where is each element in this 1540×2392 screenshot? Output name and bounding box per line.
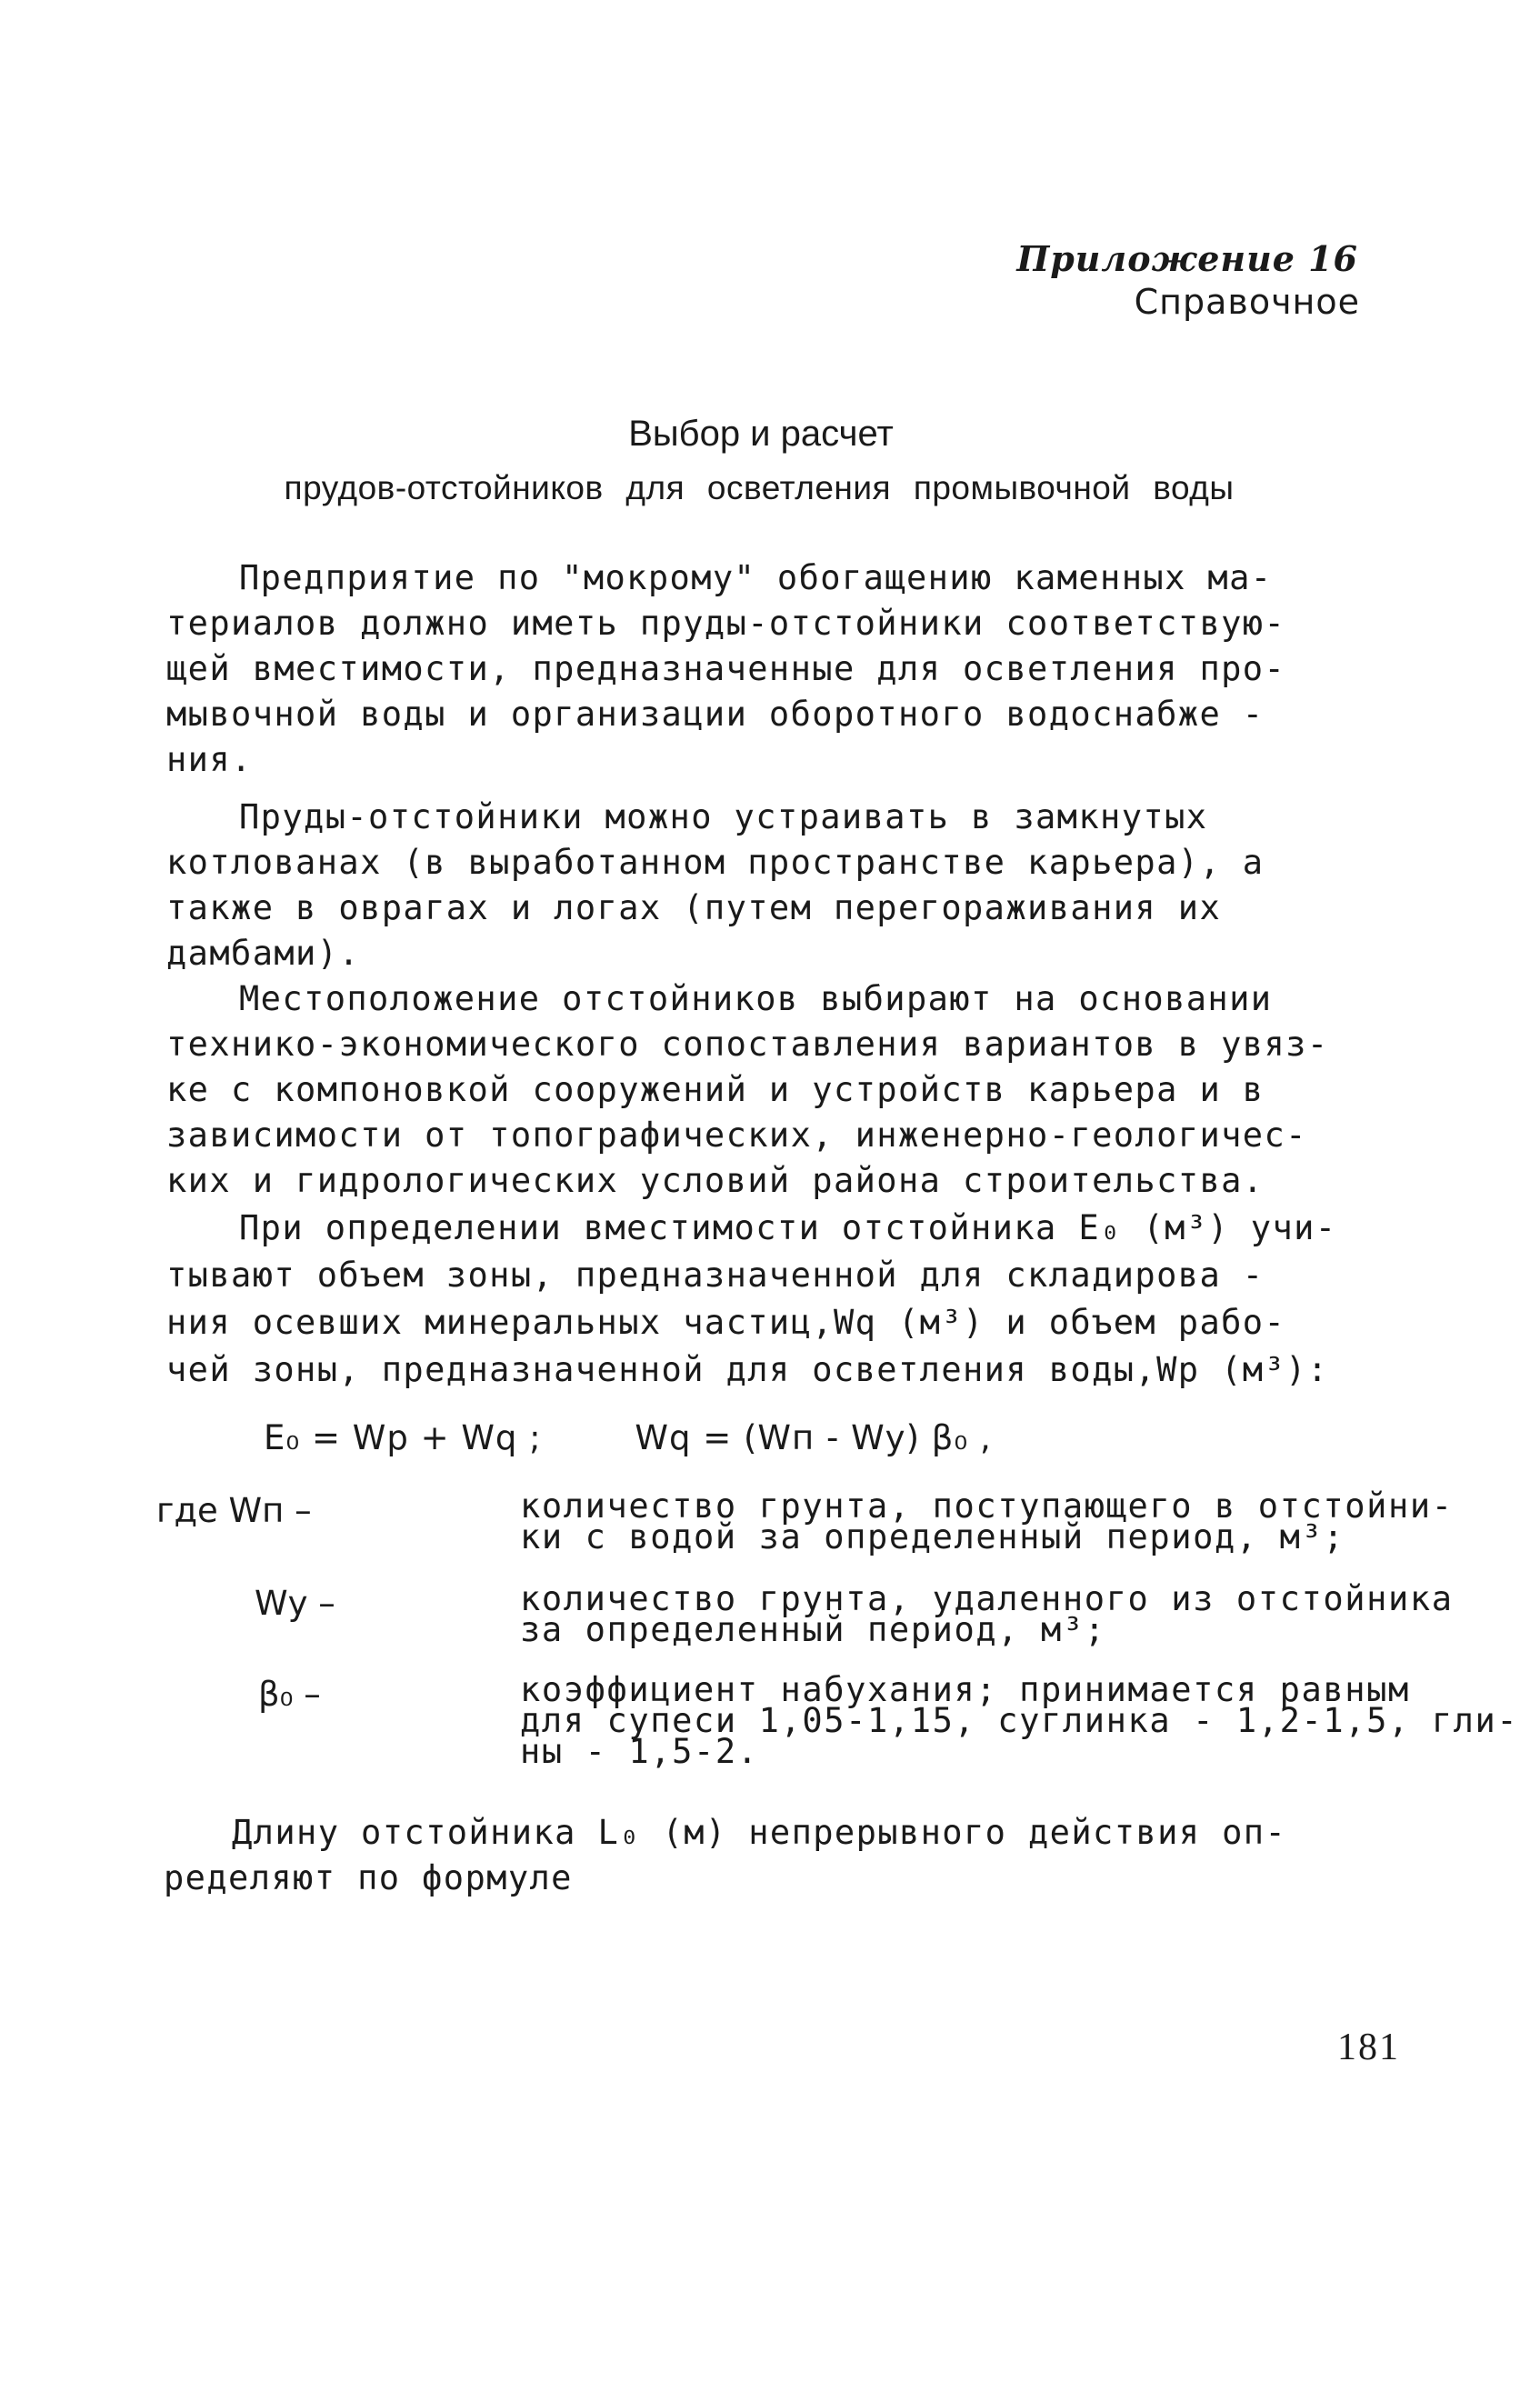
paragraph-line: ния.: [166, 740, 253, 779]
formula-capacity: E₀ = Wp + Wq ;: [264, 1418, 542, 1457]
appendix-label: Приложение 16: [1016, 238, 1358, 279]
paragraph-line: мывочной воды и организации оборотного водоснабже -: [166, 695, 1265, 734]
definition-line: ки с водой за определенный период, м³;: [520, 1517, 1345, 1556]
page-number: 181: [1337, 2027, 1400, 2068]
paragraph-line: технико-экономического сопоставления вариантов в увяз-: [166, 1025, 1329, 1064]
paragraph-line: ределяют по формуле: [164, 1858, 573, 1897]
paragraph-line: При определении вместимости отстойника E₀ (м³) учи-: [239, 1208, 1337, 1247]
paragraph-line: чей зоны, предназначенной для осветления воды,Wp (м³):: [166, 1350, 1329, 1389]
paragraph-line: зависимости от топографических, инженерно-геологичес-: [166, 1116, 1307, 1155]
definition-line: количество грунта, поступающего в отстойни-: [520, 1486, 1454, 1526]
paragraph-line: Предприятие по "мокрому" обогащению каменных ма-: [239, 558, 1273, 597]
definition-term: где Wп –: [156, 1491, 312, 1530]
formula-sludge-volume: Wq = (Wп - Wу) β₀ ,: [635, 1418, 992, 1457]
definition-line: количество грунта, удаленного из отстойника: [520, 1579, 1454, 1618]
paragraph-line: Длину отстойника L₀ (м) непрерывного действия оп-: [232, 1813, 1287, 1852]
definition-term: Wу –: [255, 1584, 335, 1623]
formula: [264, 1418, 992, 1457]
paragraph-line: щей вместимости, предназначенные для осветления про-: [166, 649, 1286, 688]
definition-term: β₀ –: [258, 1675, 321, 1714]
paragraph-line: ния осевших минеральных частиц,Wq (м³) и объем рабо-: [166, 1303, 1286, 1342]
paragraph-line: Пруды-отстойники можно устраивать в замкнутых: [239, 797, 1208, 836]
paragraph-line: ке с компоновкой сооружений и устройств карьера и в: [166, 1070, 1265, 1109]
title-line-2: прудов-отстойников для осветления промывочной воды: [284, 469, 1235, 506]
paragraph-line: териалов должно иметь пруды-отстойники соответствую-: [166, 604, 1286, 643]
definition-line: за определенный период, м³;: [520, 1610, 1106, 1649]
definition-line: ны - 1,5-2.: [520, 1732, 759, 1771]
paragraph-line: котлованах (в выработанном пространстве карьера), а: [166, 843, 1265, 882]
appendix-type: Справочное: [1134, 282, 1360, 322]
paragraph-line: Местоположение отстойников выбирают на основании: [239, 979, 1273, 1018]
paragraph-line: ких и гидрологических условий района строительства.: [166, 1161, 1265, 1200]
definition-line: для супеси 1,05-1,15, суглинка - 1,2-1,5, гли-: [520, 1701, 1519, 1740]
paragraph-line: тывают объем зоны, предназначенной для складирова -: [166, 1256, 1265, 1295]
definition-line: коэффициент набухания; принимается равным: [520, 1670, 1410, 1709]
paragraph-line: также в оврагах и логах (путем перегораживания их: [166, 888, 1222, 927]
title-line-1: Выбор и расчет: [628, 414, 894, 454]
paragraph-line: дамбами).: [166, 934, 361, 973]
